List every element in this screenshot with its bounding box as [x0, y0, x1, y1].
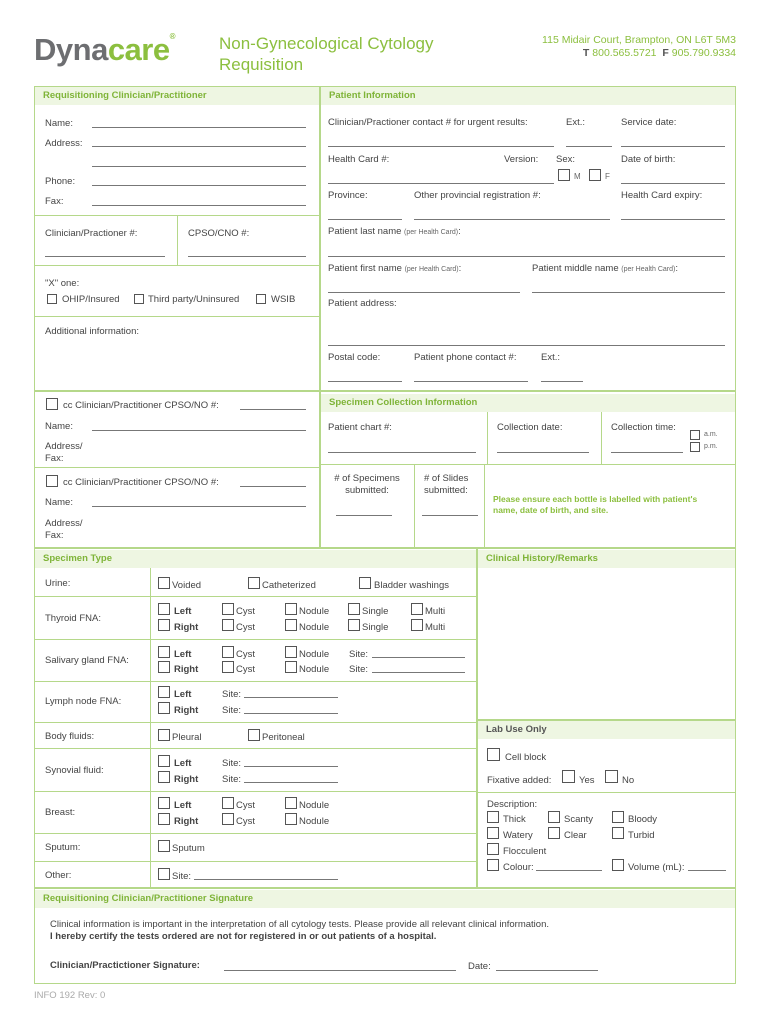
watery-checkbox[interactable] [487, 827, 499, 839]
clinical-history-field[interactable] [478, 568, 735, 719]
watery-label: Watery [503, 830, 533, 841]
sex-label: Sex: [556, 154, 576, 165]
thyroid-single-left-label: Single [362, 606, 389, 617]
divider [35, 681, 476, 682]
breast-right-checkbox[interactable] [158, 813, 170, 825]
clinician-name-field[interactable] [92, 127, 306, 128]
synovial-site-right-label: Site: [222, 774, 242, 785]
province-label: Province: [328, 190, 368, 201]
num-specimens-label [328, 473, 406, 497]
divider [35, 467, 319, 468]
colour-label: Colour: [503, 862, 534, 873]
hc-expiry-field[interactable] [621, 219, 725, 220]
version-label: Version: [504, 154, 539, 165]
divider [177, 215, 178, 265]
collection-time-label: Collection time: [611, 422, 676, 433]
divider [35, 316, 319, 317]
other-registration-label: Other provincial registration #: [414, 190, 541, 201]
volume-checkbox[interactable] [612, 859, 624, 871]
last-name-label: Patient last name (per Health Card): [328, 226, 461, 237]
breast-left-checkbox[interactable] [158, 797, 170, 809]
logo [34, 32, 175, 68]
body-fluids-label: Body fluids: [45, 731, 95, 742]
labelling-notice-line1: Please ensure each bottle is labelled with patient's [493, 494, 698, 504]
num-slides-label [420, 473, 468, 497]
lymph-label: Lymph node FNA: [45, 696, 122, 707]
thyroid-multi-right-label: Multi [425, 622, 446, 633]
thyroid-right-label: Right [174, 622, 199, 633]
lymph-right-checkbox[interactable] [158, 702, 170, 714]
sex-m-checkbox[interactable] [558, 169, 570, 181]
cc1-cpso-field[interactable] [240, 409, 306, 410]
salivary-left-checkbox[interactable] [158, 646, 170, 658]
divider [601, 412, 602, 464]
sex-m-label: M [574, 172, 581, 181]
last-name-text: Patient last name [328, 226, 402, 237]
patient-header: Patient Information [321, 87, 735, 105]
clinical-info-note: Clinical information is important in the interpretation of all cytology tests. Please provide all relevant clinical information. [50, 919, 549, 930]
divider [35, 833, 476, 834]
cc2-name-label: Name: [45, 497, 73, 508]
breast-cyst-right-label: Cyst [236, 816, 255, 827]
cc1-address-label: Address/ [45, 441, 83, 452]
thyroid-left-label: Left [174, 606, 192, 617]
synovial-site-left-field[interactable] [244, 766, 338, 767]
other-registration-field[interactable] [414, 219, 610, 220]
thick-label: Thick [503, 814, 526, 825]
signature-header: Requisitioning Clinician/Practitioner Signature [35, 890, 735, 908]
clinician-fax-field[interactable] [92, 205, 306, 206]
thyroid-right-checkbox[interactable] [158, 619, 170, 631]
cc2-name-field[interactable] [92, 506, 306, 507]
scanty-label: Scanty [564, 814, 594, 825]
company-address [542, 34, 736, 60]
thyroid-single-right-checkbox[interactable] [348, 619, 360, 631]
salivary-cyst-left-checkbox[interactable] [222, 646, 234, 658]
voided-label: Voided [172, 580, 202, 591]
patient-ext-field[interactable] [541, 381, 583, 382]
clinician-number-field[interactable] [45, 256, 165, 257]
synovial-label: Synovial fluid: [45, 765, 104, 776]
dob-field[interactable] [621, 183, 725, 184]
lymph-site-left-field[interactable] [244, 697, 338, 698]
salivary-left-label: Left [174, 649, 192, 660]
turbid-label: Turbid [628, 830, 655, 841]
sex-f-label: F [605, 172, 610, 181]
specimen-type-section [34, 548, 477, 888]
divider [321, 464, 735, 465]
sputum-label: Sputum: [45, 842, 81, 853]
fixative-yes-label: Yes [579, 775, 595, 786]
lab-use-header: Lab Use Only [478, 721, 735, 739]
contact-line [542, 47, 736, 60]
cc1-label: cc Clinician/Practitioner CPSO/NO #: [63, 400, 219, 411]
breast-nodule-right-checkbox[interactable] [285, 813, 297, 825]
form-title-line2: Requisition [219, 55, 304, 74]
other-label: Other: [45, 870, 72, 881]
clear-checkbox[interactable] [548, 827, 560, 839]
divider [414, 464, 415, 548]
fax-label: F [662, 47, 669, 59]
fixative-no-checkbox[interactable] [605, 770, 618, 783]
patient-chart-label: Patient chart #: [328, 422, 392, 433]
thyroid-cyst-right-checkbox[interactable] [222, 619, 234, 631]
clinician-phone-field[interactable] [92, 185, 306, 186]
salivary-site-left-label: Site: [349, 649, 369, 660]
thyroid-single-left-checkbox[interactable] [348, 603, 360, 615]
logo-care: care [107, 32, 170, 67]
catheterized-checkbox[interactable] [248, 577, 260, 589]
salivary-site-right-label: Site: [349, 664, 369, 675]
divider [487, 412, 488, 464]
form-code: INFO 192 Rev: 0 [34, 990, 106, 1001]
fixative-no-label: No [622, 775, 635, 786]
breast-left-label: Left [174, 800, 192, 811]
patient-phone-field[interactable] [414, 381, 528, 382]
fax-number: 905.790.9334 [671, 47, 736, 59]
logo-dyna: Dyna [34, 32, 108, 67]
service-date-field[interactable] [621, 146, 725, 147]
breast-nodule-left-label: Nodule [299, 800, 330, 811]
urine-label: Urine: [45, 578, 71, 589]
cc2-address-label: Address/ [45, 518, 83, 529]
service-date-label: Service date: [621, 117, 677, 128]
breast-nodule-right-label: Nodule [299, 816, 330, 827]
certify-note: I hereby certify the tests ordered are not for registered in or out patients of a hospital. [50, 931, 437, 942]
fixative-yes-checkbox[interactable] [562, 770, 575, 783]
address-line: 115 Midair Court, Brampton, ON L6T 5M3 [542, 34, 736, 46]
num-specimens-line2: submitted: [345, 485, 389, 496]
other-checkbox[interactable] [158, 868, 170, 880]
x-one-label: "X" one: [45, 278, 80, 289]
fixative-label: Fixative added: [487, 775, 552, 786]
patient-ext-label: Ext.: [541, 352, 561, 363]
synovial-left-label: Left [174, 758, 192, 769]
wsib-label: WSIB [271, 294, 296, 305]
num-slides-line2: submitted: [424, 485, 468, 496]
specimen-collection-section [320, 391, 736, 548]
sex-f-checkbox[interactable] [589, 169, 601, 181]
urgent-contact-label: Clinician/Practioner contact # for urgent results: [328, 117, 528, 128]
salivary-right-label: Right [174, 664, 199, 675]
salivary-nodule-left-checkbox[interactable] [285, 646, 297, 658]
collection-date-field[interactable] [497, 452, 589, 453]
pleural-checkbox[interactable] [158, 729, 170, 741]
thyroid-single-right-label: Single [362, 622, 389, 633]
form-title-line1: Non-Gynecological Cytology [219, 34, 434, 53]
phone-number: 800.565.5721 [592, 47, 657, 59]
thyroid-cyst-left-checkbox[interactable] [222, 603, 234, 615]
cc1-name-label: Name: [45, 421, 73, 432]
clinician-address-field[interactable] [92, 146, 306, 147]
third-party-label: Third party/Uninsured [148, 294, 240, 305]
ext-label: Ext.: [566, 117, 586, 128]
other-site-label: Site: [172, 871, 192, 882]
divider [478, 792, 735, 793]
clinician-address-label: Address: [45, 138, 83, 149]
bladder-label: Bladder washings [374, 580, 449, 591]
patient-address-label: Patient address: [328, 298, 397, 309]
signature-date-field[interactable] [496, 970, 598, 971]
synovial-site-left-label: Site: [222, 758, 242, 769]
num-slides-line1: # of Slides [424, 473, 469, 484]
divider [35, 861, 476, 862]
peritoneal-checkbox[interactable] [248, 729, 260, 741]
lymph-right-label: Right [174, 705, 199, 716]
volume-label: Volume (mL): [628, 862, 685, 873]
salivary-cyst-right-checkbox[interactable] [222, 661, 234, 673]
breast-cyst-left-label: Cyst [236, 800, 255, 811]
turbid-checkbox[interactable] [612, 827, 624, 839]
clinician-header: Requisitioning Clinician/Practitioner [35, 87, 319, 105]
salivary-right-checkbox[interactable] [158, 661, 170, 673]
ohip-checkbox[interactable] [47, 294, 57, 304]
divider [35, 791, 476, 792]
colour-field[interactable] [536, 870, 602, 871]
synovial-right-label: Right [174, 774, 199, 785]
am-label: a.m. [704, 431, 718, 438]
thick-checkbox[interactable] [487, 811, 499, 823]
salivary-site-right-field[interactable] [372, 672, 465, 673]
per-health-card-note: (per Health Card) [404, 266, 459, 273]
cpso-field[interactable] [188, 256, 306, 257]
clinician-phone-label: Phone: [45, 176, 76, 187]
cc2-cpso-field[interactable] [240, 486, 306, 487]
thyroid-cyst-right-label: Cyst [236, 622, 255, 633]
middle-name-label: Patient middle name (per Health Card): [532, 263, 678, 274]
thyroid-nodule-left-label: Nodule [299, 606, 330, 617]
cc2-label: cc Clinician/Practitioner CPSO/NO #: [63, 477, 219, 488]
clinician-number-label: Clinician/Practioner #: [45, 228, 138, 239]
salivary-label: Salivary gland FNA: [45, 655, 129, 666]
thyroid-nodule-left-checkbox[interactable] [285, 603, 297, 615]
divider [35, 722, 476, 723]
bloody-label: Bloody [628, 814, 658, 825]
per-health-card-note: (per Health Card) [621, 266, 676, 273]
synovial-right-checkbox[interactable] [158, 771, 170, 783]
divider [35, 639, 476, 640]
cell-block-label: Cell block [505, 752, 547, 763]
cc2-fax-label: Fax: [45, 530, 64, 541]
colour-checkbox[interactable] [487, 859, 499, 871]
per-health-card-note: (per Health Card) [404, 229, 459, 236]
hc-expiry-label: Health Card expiry: [621, 190, 703, 201]
flocculent-label: Flocculent [503, 846, 547, 857]
thyroid-left-checkbox[interactable] [158, 603, 170, 615]
patient-address-field[interactable] [328, 345, 725, 346]
sputum-option-label: Sputum [172, 843, 205, 854]
salivary-cyst-right-label: Cyst [236, 664, 255, 675]
thyroid-multi-left-checkbox[interactable] [411, 603, 423, 615]
breast-right-label: Right [174, 816, 199, 827]
clinician-name-label: Name: [45, 118, 73, 129]
am-checkbox[interactable] [690, 430, 700, 440]
divider [150, 568, 151, 888]
dob-label: Date of birth: [621, 154, 676, 165]
breast-cyst-right-checkbox[interactable] [222, 813, 234, 825]
province-field[interactable] [328, 219, 402, 220]
phone-label: T [582, 47, 590, 59]
health-card-field[interactable] [328, 183, 554, 184]
lymph-site-left-label: Site: [222, 689, 242, 700]
signature-field[interactable] [224, 970, 456, 971]
salivary-nodule-left-label: Nodule [299, 649, 330, 660]
labelling-notice [493, 494, 697, 516]
divider [484, 464, 485, 548]
catheterized-label: Catheterized [262, 580, 316, 591]
scanty-checkbox[interactable] [548, 811, 560, 823]
specimen-type-header: Specimen Type [35, 550, 476, 568]
clear-label: Clear [564, 830, 587, 841]
num-specimens-field[interactable] [336, 515, 392, 516]
patient-phone-label: Patient phone contact #: [414, 352, 517, 363]
first-name-label: Patient first name (per Health Card): [328, 263, 462, 274]
voided-checkbox[interactable] [158, 577, 170, 589]
urgent-contact-field[interactable] [328, 146, 554, 147]
salivary-nodule-right-label: Nodule [299, 664, 330, 675]
cc1-checkbox[interactable] [46, 398, 58, 410]
thyroid-multi-left-label: Multi [425, 606, 446, 617]
pleural-label: Pleural [172, 732, 202, 743]
salivary-nodule-right-checkbox[interactable] [285, 661, 297, 673]
divider [35, 596, 476, 597]
cc1-name-field[interactable] [92, 430, 306, 431]
cc1-fax-label: Fax: [45, 453, 64, 464]
form-title [219, 33, 434, 75]
collection-date-label: Collection date: [497, 422, 563, 433]
cell-block-checkbox[interactable] [487, 748, 500, 761]
signature-label: Clinician/Practictioner Signature: [50, 960, 200, 971]
divider [35, 748, 476, 749]
salivary-cyst-left-label: Cyst [236, 649, 255, 660]
pm-label: p.m. [704, 443, 718, 450]
labelling-notice-line2: name, date of birth, and site. [493, 505, 609, 515]
volume-field[interactable] [688, 870, 726, 871]
middle-name-field[interactable] [532, 292, 725, 293]
lymph-site-right-field[interactable] [244, 713, 338, 714]
breast-label: Breast: [45, 807, 76, 818]
health-card-label: Health Card #: [328, 154, 390, 165]
clinical-history-header: Clinical History/Remarks [478, 550, 735, 568]
lymph-site-right-label: Site: [222, 705, 242, 716]
breast-nodule-left-checkbox[interactable] [285, 797, 297, 809]
thyroid-nodule-right-label: Nodule [299, 622, 330, 633]
description-label: Description: [487, 799, 538, 810]
num-slides-field[interactable] [422, 515, 478, 516]
bladder-checkbox[interactable] [359, 577, 371, 589]
ext-field[interactable] [566, 146, 612, 147]
breast-cyst-left-checkbox[interactable] [222, 797, 234, 809]
registered-mark: ® [169, 32, 176, 41]
lymph-left-label: Left [174, 689, 192, 700]
peritoneal-label: Peritoneal [262, 732, 305, 743]
num-specimens-line1: # of Specimens [334, 473, 400, 484]
pm-checkbox[interactable] [690, 442, 700, 452]
wsib-checkbox[interactable] [256, 294, 266, 304]
ohip-label: OHIP/Insured [62, 294, 120, 305]
collection-time-field[interactable] [611, 452, 683, 453]
thyroid-label: Thyroid FNA: [45, 613, 101, 624]
first-name-text: Patient first name [328, 263, 402, 274]
thyroid-nodule-right-checkbox[interactable] [285, 619, 297, 631]
additional-info-label: Additional information: [45, 326, 139, 337]
divider [35, 265, 319, 266]
flocculent-checkbox[interactable] [487, 843, 499, 855]
synovial-site-right-field[interactable] [244, 782, 338, 783]
postal-code-label: Postal code: [328, 352, 381, 363]
other-site-field[interactable] [194, 879, 338, 880]
cc2-checkbox[interactable] [46, 475, 58, 487]
specimen-collection-header: Specimen Collection Information [321, 394, 735, 412]
thyroid-multi-right-checkbox[interactable] [411, 619, 423, 631]
third-party-checkbox[interactable] [134, 294, 144, 304]
clinician-address-field-2[interactable] [92, 166, 306, 167]
patient-chart-field[interactable] [328, 452, 476, 453]
clinician-fax-label: Fax: [45, 196, 64, 207]
postal-code-field[interactable] [328, 381, 402, 382]
signature-date-label: Date: [468, 961, 491, 972]
sputum-checkbox[interactable] [158, 840, 170, 852]
first-name-field[interactable] [328, 292, 520, 293]
thyroid-cyst-left-label: Cyst [236, 606, 255, 617]
salivary-site-left-field[interactable] [372, 657, 465, 658]
last-name-field[interactable] [328, 256, 725, 257]
lymph-left-checkbox[interactable] [158, 686, 170, 698]
middle-name-text: Patient middle name [532, 263, 619, 274]
synovial-left-checkbox[interactable] [158, 755, 170, 767]
bloody-checkbox[interactable] [612, 811, 624, 823]
cpso-label: CPSO/CNO #: [188, 228, 250, 239]
